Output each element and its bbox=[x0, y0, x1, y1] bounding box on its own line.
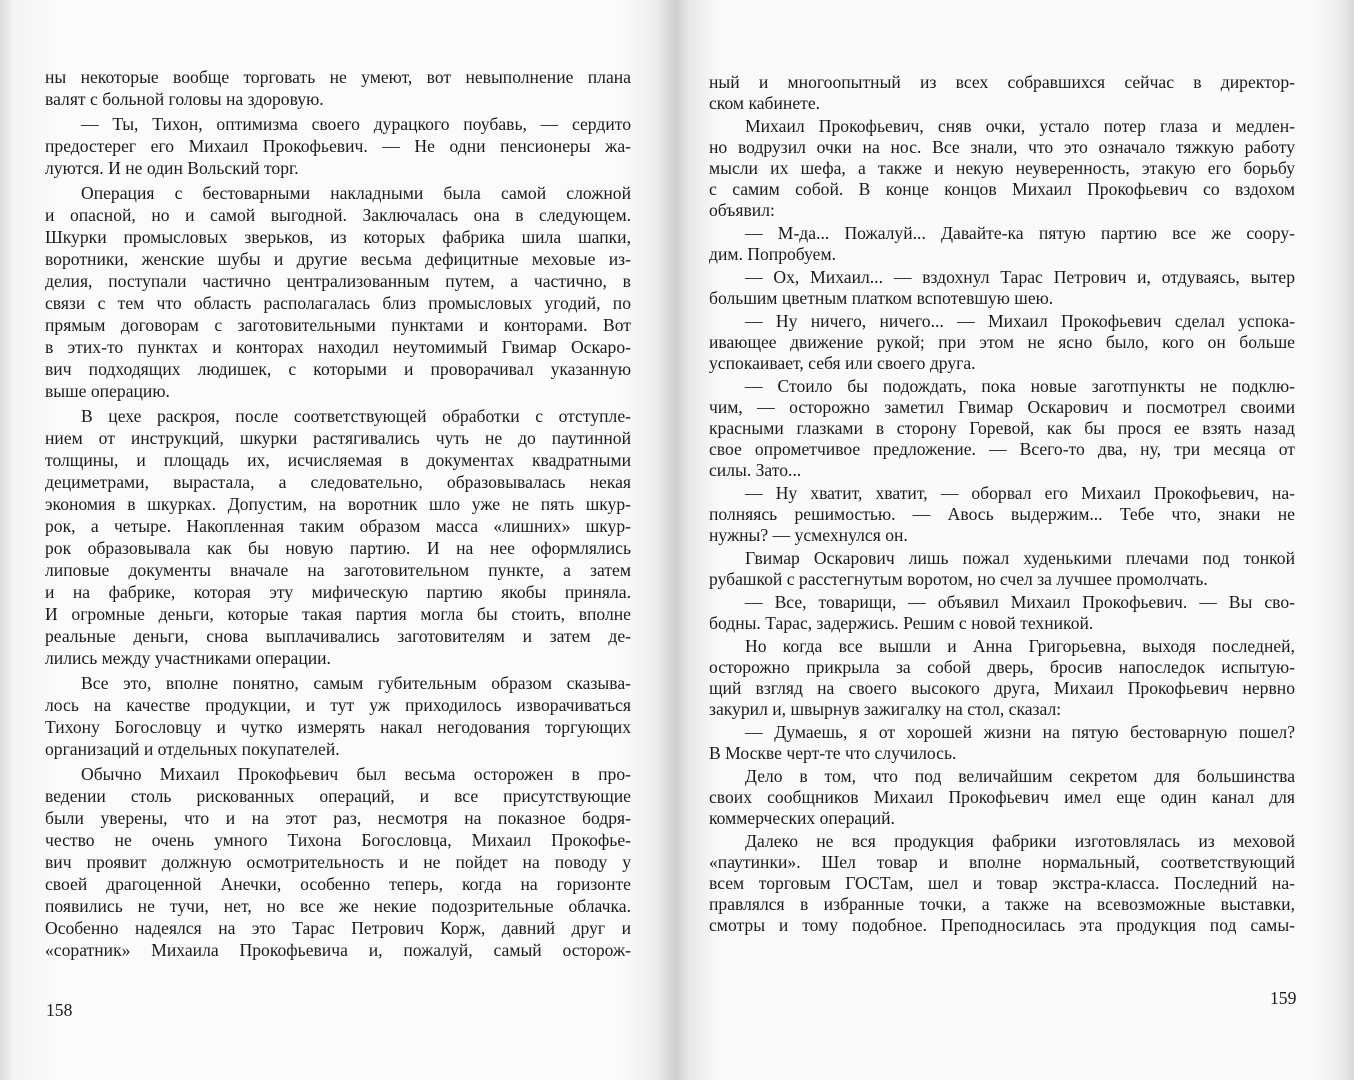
text-line: объявил: bbox=[709, 200, 775, 220]
text-line: рок образовывала как бы новую партию. И на нее оформлялись bbox=[45, 538, 631, 558]
text-line: своей драгоценной Анечки, особенно теперь, когда на горизонте bbox=[45, 874, 631, 894]
paragraph bbox=[709, 267, 1295, 309]
text-line: закурил и, швырнув зажигалку на стол, сказал: bbox=[709, 699, 1062, 719]
text-line: Особенно надеялся на это Тарас Петрович Корж, давний друг и bbox=[45, 918, 631, 938]
text-line: связи с тем что область располагалась близ промысловых угодий, по bbox=[45, 293, 631, 313]
text-line: Тихону Богословцу и чутко измерять накал негодования торгующих bbox=[45, 717, 631, 737]
text-line: с самим собой. В конце концов Михаил Прокофьевич со вздохом bbox=[709, 179, 1295, 199]
text-line: правлялся в избранные точки, а также на всевозможные выставки, bbox=[709, 894, 1295, 914]
text-line: «соратник» Михаила Прокофьевича и, пожалуй, самый осторож- bbox=[45, 940, 631, 960]
text-line: В Москве черт-те что случилось. bbox=[709, 743, 957, 763]
paragraph bbox=[709, 636, 1295, 720]
text-line: в этих-то пунктах и конторах находил неутомимый Гвимар Оскаро- bbox=[45, 337, 631, 357]
page-number-left: 158 bbox=[46, 1000, 73, 1020]
text-line: появились не тучи, нет, но все же некие подозрительные облачка. bbox=[45, 896, 631, 916]
text-line: В цехе раскроя, после соответствующей обработки с отступле- bbox=[81, 406, 631, 426]
text-line: И огромные деньги, которые такая партия могла бы стоить, вполне bbox=[45, 604, 631, 624]
text-line: делия, поступали частично централизованным путем, а частично, в bbox=[45, 271, 631, 291]
text-line: липовые документы вначале на заготовительном пункте, а затем bbox=[45, 560, 631, 580]
text-line: полняясь решимостью. — Авось выдержим... Тебе что, знаки не bbox=[709, 504, 1295, 524]
text-line: рок, а четыре. Накопленная таким образом масса «лишних» шкур- bbox=[45, 516, 631, 536]
paragraph bbox=[709, 831, 1295, 936]
text-line: ивающее движение рукой; при этом не ясно было, кого он больше bbox=[709, 332, 1295, 352]
text-line: дециметрами, вырастала, а следовательно, образовывалась некая bbox=[45, 472, 631, 492]
text-line: лось на качестве продукции, и тут уж приходилось изворачиваться bbox=[45, 695, 631, 715]
text-line: большим цветным платком вспотевшую шею. bbox=[709, 288, 1054, 308]
text-line: валят с больной головы на здоровую. bbox=[45, 89, 324, 109]
text-line: бодны. Тарас, задержись. Решим с новой техникой. bbox=[709, 613, 1094, 633]
paragraph bbox=[45, 405, 631, 669]
paragraph bbox=[45, 113, 631, 179]
paragraph bbox=[45, 763, 631, 961]
text-line: луются. И не один Вольский торг. bbox=[45, 158, 299, 178]
text-line: коммерческих операций. bbox=[709, 808, 895, 828]
text-line: — Все, товарищи, — объявил Михаил Прокофьевич. — Вы сво- bbox=[745, 592, 1295, 612]
text-line: нужны? — усмехнулся он. bbox=[709, 525, 908, 545]
paragraph bbox=[709, 223, 1295, 265]
left-page-text bbox=[45, 66, 631, 961]
paragraph bbox=[709, 116, 1295, 221]
text-line: — Стоило бы подождать, пока новые заготпункты не подклю- bbox=[745, 376, 1295, 396]
text-line: всем торговым ГОСТам, шел и товар экстра-класса. Последний на- bbox=[709, 873, 1295, 893]
text-line: были уверены, что и на этот раз, несмотря на показное бодря- bbox=[45, 808, 631, 828]
text-line: ведении столь рискованных операций, и все присутствующие bbox=[45, 786, 631, 806]
text-line: вич проявит должную осмотрительность и не пойдет на поводу у bbox=[45, 852, 631, 872]
text-line: рубашкой с расстегнутым воротом, но счел за лучшее промолчать. bbox=[709, 569, 1208, 589]
paragraph bbox=[709, 311, 1295, 374]
text-line: воротники, женские шубы и другие весьма дефицитные меховые из- bbox=[45, 249, 631, 269]
text-line: но водрузил очки на нос. Все знали, что это означало тяжкую работу bbox=[709, 137, 1295, 157]
text-line: ны некоторые вообще торговать не умеют, вот невыполнение плана bbox=[45, 67, 631, 87]
paragraph bbox=[45, 66, 631, 110]
text-line: и на фабрике, которая эту мифическую партию якобы приняла. bbox=[45, 582, 631, 602]
paragraph bbox=[709, 722, 1295, 764]
text-line: успокаивает, себя или своего друга. bbox=[709, 353, 976, 373]
text-line: «паутинки». Шел товар и вполне нормальный, соответствующий bbox=[709, 852, 1295, 872]
text-line: дим. Попробуем. bbox=[709, 244, 836, 264]
text-line: Обычно Михаил Прокофьевич был весьма осторожен в про- bbox=[81, 764, 631, 784]
text-line: толщины, и площадь их, исчисляемая в документах квадратными bbox=[45, 450, 631, 470]
text-line: реальные деньги, снова выплачивались заготовителям и затем де- bbox=[45, 626, 631, 646]
text-line: силы. Зато... bbox=[709, 460, 802, 480]
paragraph bbox=[709, 376, 1295, 481]
text-line: смотры и тому подобное. Преподносилась эта продукция под самы- bbox=[709, 915, 1295, 935]
text-line: щий взгляд на своего высокого друга, Михаил Прокофьевич нервно bbox=[709, 678, 1295, 698]
text-line: — Ну хватит, хватит, — оборвал его Михаил Прокофьевич, на- bbox=[745, 483, 1295, 503]
paragraph bbox=[709, 483, 1295, 546]
text-line: ный и многоопытный из всех собравшихся сейчас в директор- bbox=[709, 72, 1295, 92]
text-line: — Ну ничего, ничего... — Михаил Прокофьевич сделал успока- bbox=[745, 311, 1295, 331]
text-line: — Думаешь, я от хорошей жизни на пятую бестоварную пошел? bbox=[745, 722, 1295, 742]
text-line: организаций и отдельных покупателей. bbox=[45, 739, 340, 759]
text-line: — Ты, Тихон, оптимизма своего дурацкого поубавь, — сердито bbox=[81, 114, 631, 134]
text-line: осторожно прикрыла за собой дверь, бросив напоследок испытую- bbox=[709, 657, 1295, 677]
text-line: Операция с бестоварными накладными была самой сложной bbox=[81, 183, 631, 203]
paragraph bbox=[709, 548, 1295, 590]
text-line: Но когда все вышли и Анна Григорьевна, выходя последней, bbox=[745, 636, 1295, 656]
text-line: выше операцию. bbox=[45, 381, 170, 401]
text-line: Далеко не вся продукция фабрики изготовлялась из меховой bbox=[745, 831, 1295, 851]
paragraph bbox=[45, 182, 631, 402]
text-line: чим, — осторожно заметил Гвимар Оскарович и посмотрел своими bbox=[709, 397, 1295, 417]
page-number-right: 159 bbox=[1270, 988, 1297, 1008]
text-line: предостерег его Михаил Прокофьевич. — Не одни пенсионеры жа- bbox=[45, 136, 631, 156]
text-line: Гвимар Оскарович лишь пожал худенькими плечами под тонкой bbox=[745, 548, 1295, 568]
text-line: и опасной, но и самой выгодной. Заключалась она в следующем. bbox=[45, 205, 631, 225]
text-line: Дело в том, что под величайшим секретом для большинства bbox=[745, 766, 1295, 786]
text-line: мысли их шефа, а также и некую неуверенность, этакую его борьбу bbox=[709, 158, 1295, 178]
paragraph bbox=[709, 592, 1295, 634]
paragraph bbox=[45, 672, 631, 760]
text-line: лились между участниками операции. bbox=[45, 648, 331, 668]
text-line: — М-да... Пожалуй... Давайте-ка пятую партию все же соору- bbox=[745, 223, 1295, 243]
text-line: Михаил Прокофьевич, сняв очки, устало потер глаза и медлен- bbox=[745, 116, 1295, 136]
text-line: свое опрометчивое предложение. — Всего-то два, ну, три месяца от bbox=[709, 439, 1295, 459]
text-line: прямым договорам с заготовительными пунктами и конторами. Вот bbox=[45, 315, 631, 335]
paragraph bbox=[709, 72, 1295, 114]
text-line: своих сообщников Михаил Прокофьевич имел еще один канал для bbox=[709, 787, 1295, 807]
text-line: Шкурки промысловых зверьков, из которых фабрика шила шапки, bbox=[45, 227, 631, 247]
text-line: экономия в шкурках. Допустим, на воротник шло уже не пять шкур- bbox=[45, 494, 631, 514]
text-line: вич подходящих людишек, с которыми и проворачивал указанную bbox=[45, 359, 631, 379]
text-line: ском кабинете. bbox=[709, 93, 821, 113]
text-line: Все это, вполне понятно, самым губительным образом сказыва- bbox=[81, 673, 631, 693]
text-line: красными глазками в сторону Горевой, как бы прося ее взять назад bbox=[709, 418, 1295, 438]
paragraph bbox=[709, 766, 1295, 829]
text-line: — Ох, Михаил... — вздохнул Тарас Петрович и, отдуваясь, вытер bbox=[745, 267, 1295, 287]
text-line: нием от инструкций, шкурки растягивались чуть не до паутинной bbox=[45, 428, 631, 448]
right-page-text bbox=[709, 72, 1295, 936]
text-line: чество не очень умного Тихона Богословца, Михаил Прокофье- bbox=[45, 830, 631, 850]
